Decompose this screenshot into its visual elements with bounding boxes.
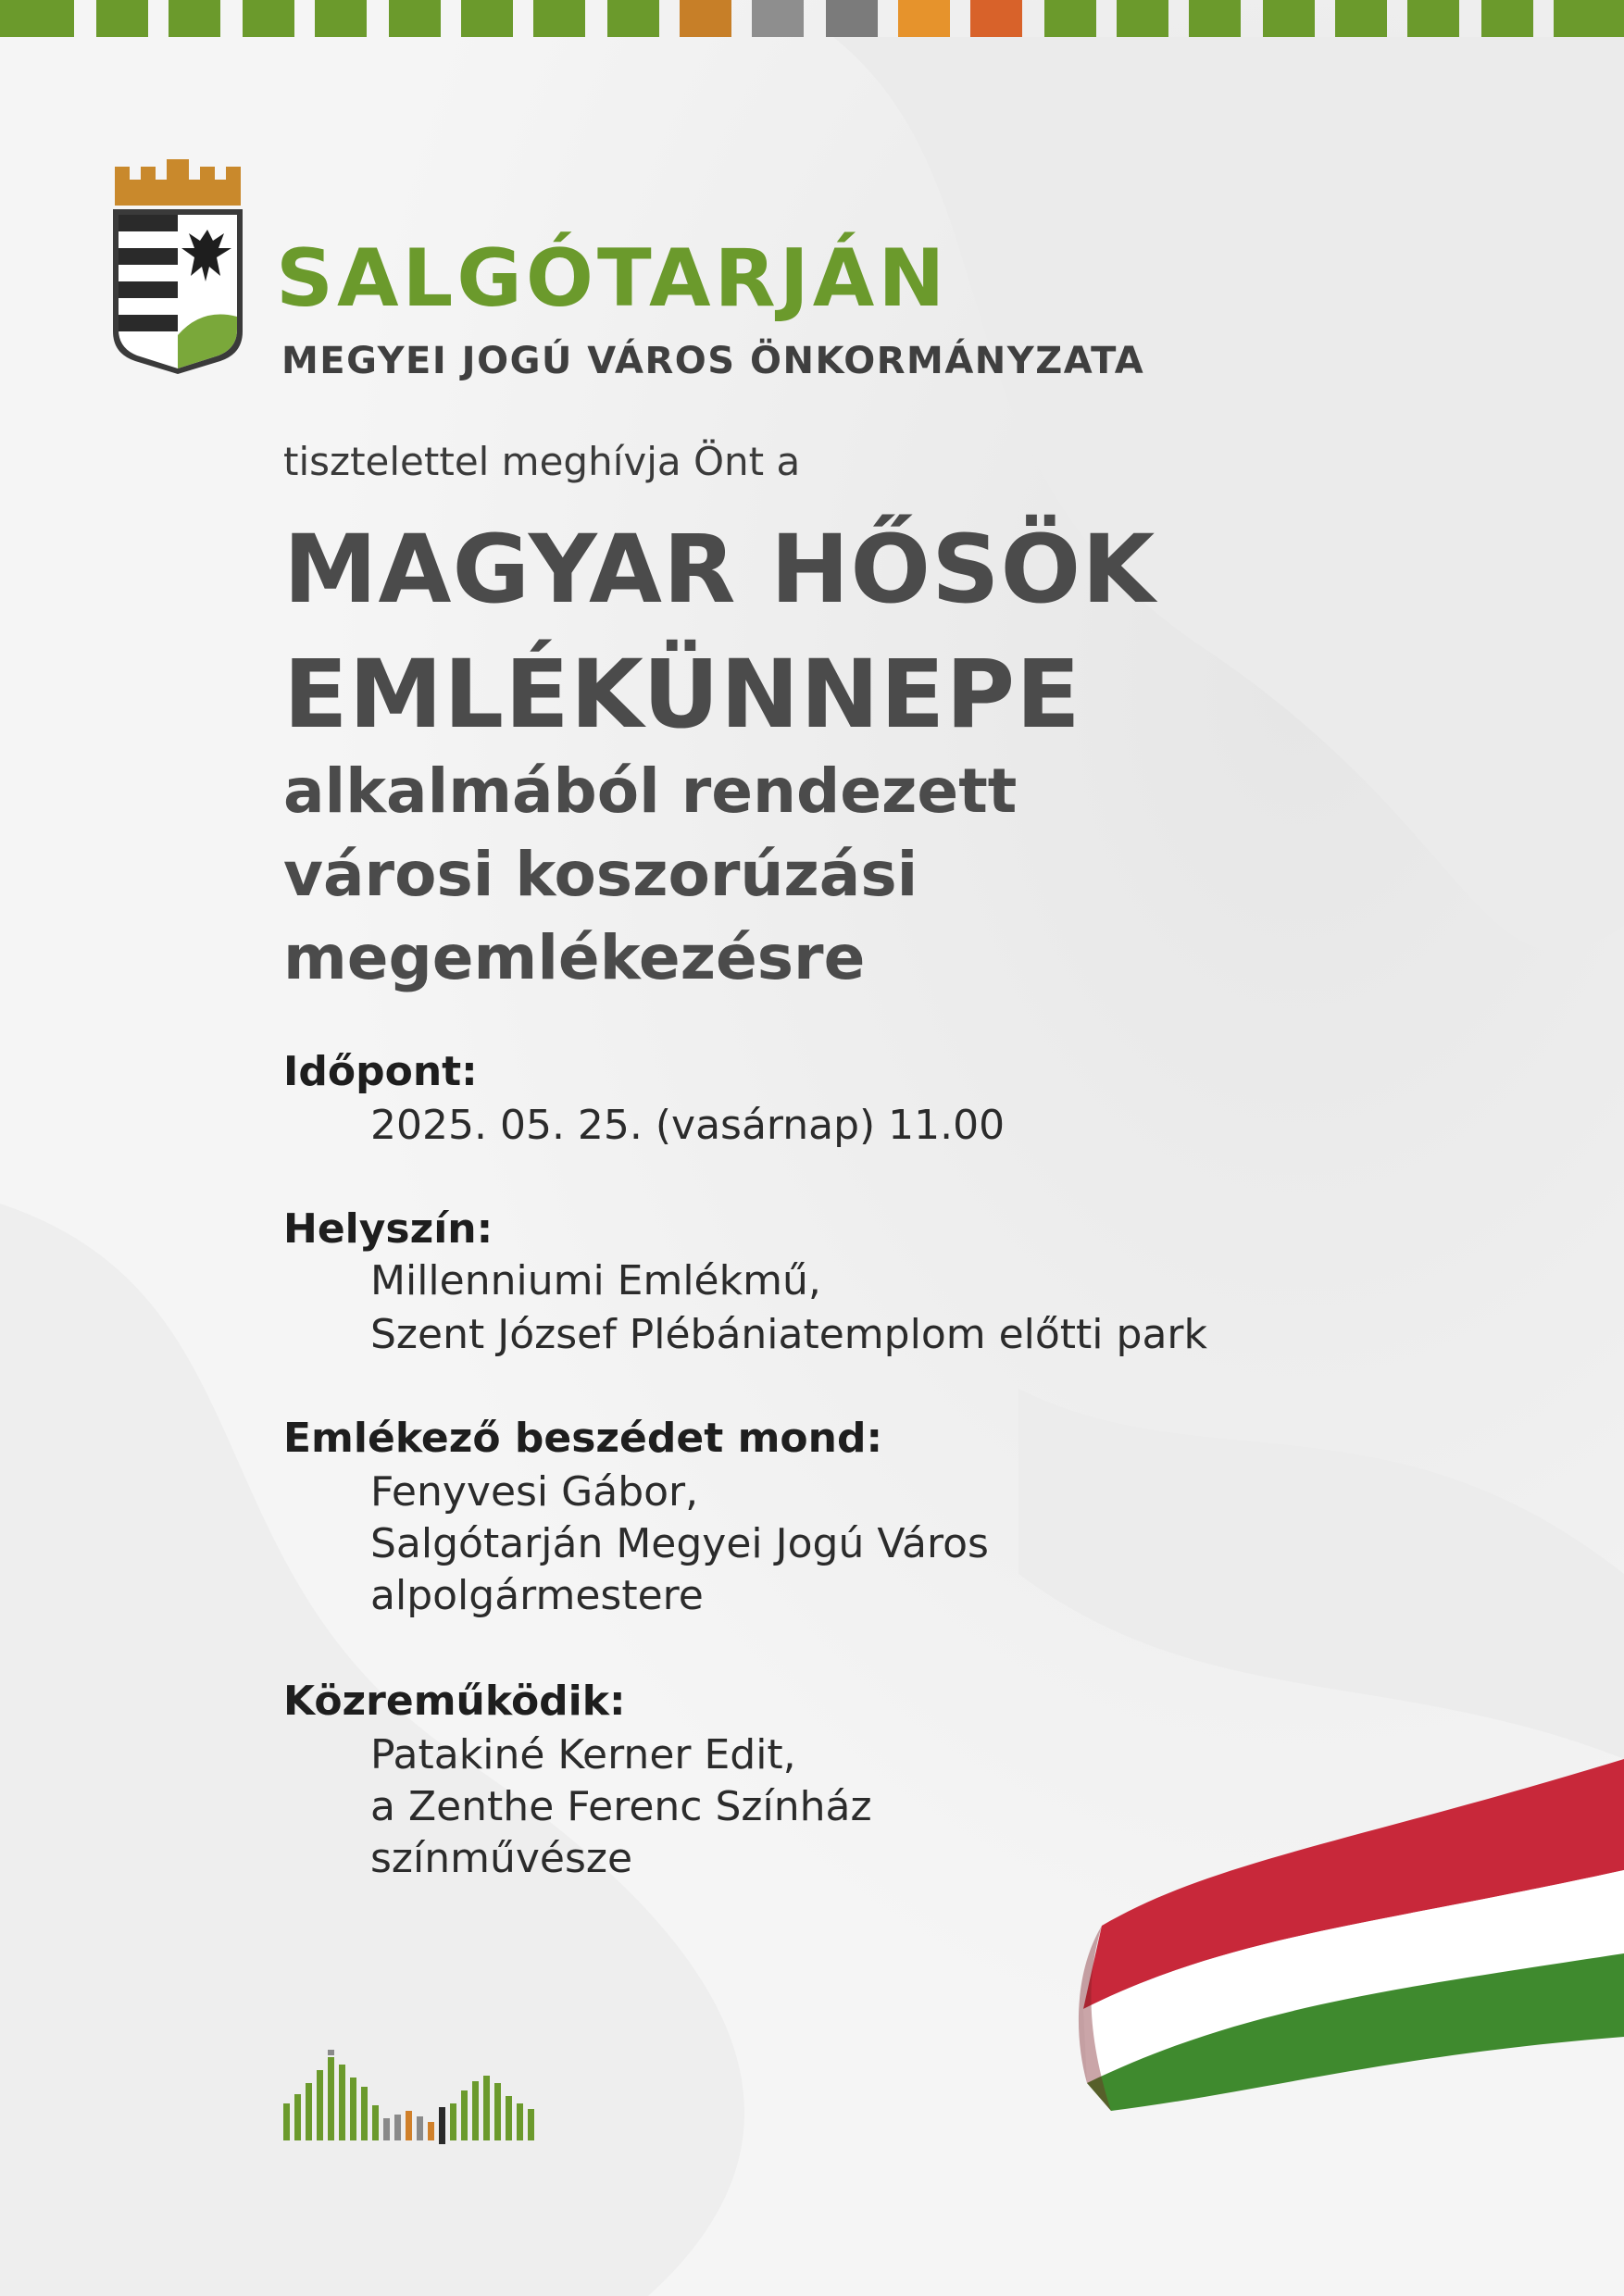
speaker-name: Fenyvesi Gábor, (370, 1468, 699, 1516)
hungarian-flag-icon (1074, 1741, 1624, 2111)
time-value: 2025. 05. 25. (vasárnap) 11.00 (370, 1102, 1006, 1149)
event-title-line-2: EMLÉKÜNNEPE (283, 640, 1081, 750)
speech-label: Emlékező beszédet mond: (283, 1415, 883, 1462)
speaker-title-line-2: alpolgármestere (370, 1572, 704, 1619)
contributor-title-line-2: színművésze (370, 1835, 633, 1882)
coat-of-arms-icon (109, 159, 246, 376)
city-name: SALGÓTARJÁN (276, 232, 949, 325)
event-subtitle-line-3: megemlékezésre (283, 922, 866, 993)
time-label: Időpont: (283, 1048, 478, 1095)
event-subtitle-line-2: városi koszorúzási (283, 839, 918, 910)
speaker-title-line-1: Salgótarján Megyei Jogú Város (370, 1520, 989, 1567)
contributor-label: Közreműködik: (283, 1678, 626, 1725)
invitation-intro: tisztelettel meghívja Önt a (283, 439, 801, 484)
event-subtitle-line-1: alkalmából rendezett (283, 755, 1018, 827)
contributor-name: Patakiné Kerner Edit, (370, 1731, 796, 1778)
top-color-strip (0, 0, 1624, 37)
place-line-1: Millenniumi Emlékmű, (370, 1257, 821, 1304)
event-title-line-1: MAGYAR HŐSÖK (283, 515, 1156, 625)
place-line-2: Szent József Plébániatemplom előtti park (370, 1311, 1207, 1358)
place-label: Helyszín: (283, 1205, 493, 1253)
city-subtitle: MEGYEI JOGÚ VÁROS ÖNKORMÁNYZATA (281, 340, 1145, 382)
contributor-title-line-1: a Zenthe Ferenc Színház (370, 1783, 872, 1830)
decorative-bars-icon (283, 2037, 654, 2148)
